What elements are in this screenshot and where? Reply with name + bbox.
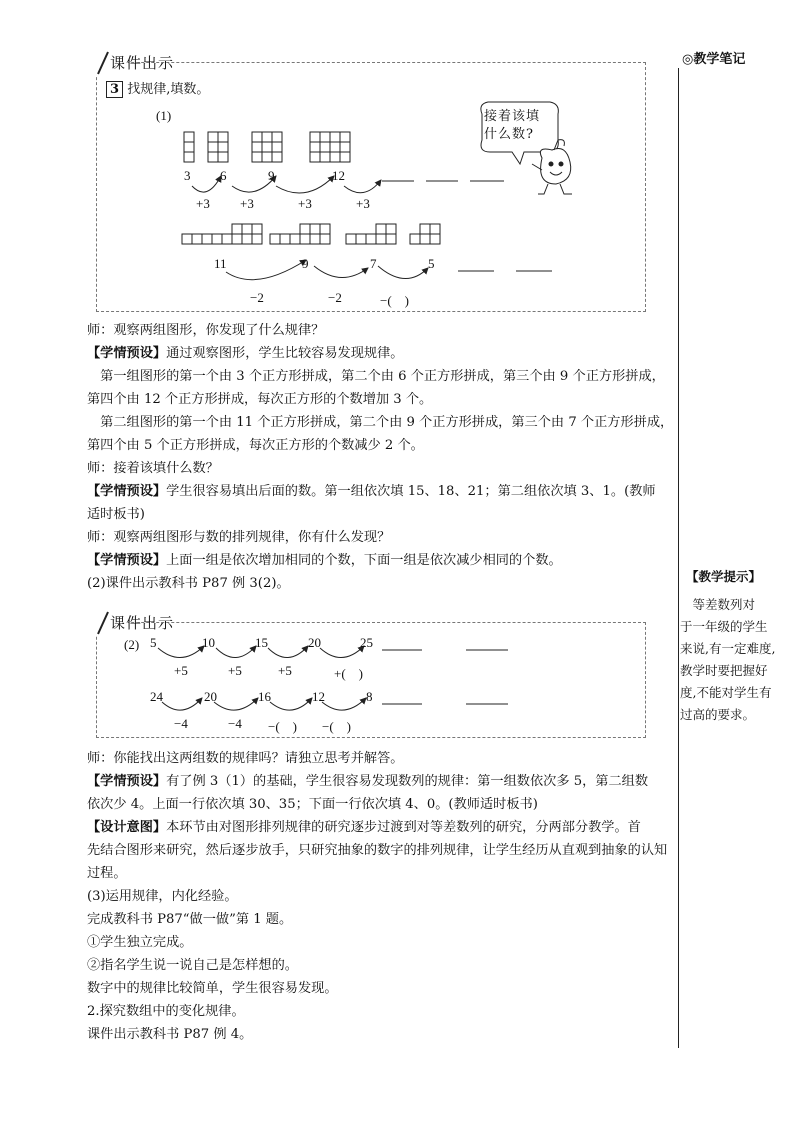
square [208, 142, 218, 152]
square [242, 224, 252, 234]
tip-line: 教学时要把握好 [680, 663, 768, 678]
part-2-label: (2) [124, 637, 140, 652]
box2-tag: 课件出示 [110, 614, 175, 632]
square [386, 224, 396, 234]
seq-operation: −( ) [268, 719, 297, 734]
tip-text [678, 594, 794, 726]
tip-line: 于一年级的学生 [680, 619, 768, 634]
square [356, 234, 366, 244]
seq-operation: +3 [240, 196, 254, 211]
body-text-line: 第一组图形的第一个由 3 个正方形拼成，第二个由 6 个正方形拼成，第三个由 9 个正方形拼成， [87, 369, 665, 384]
square [340, 152, 350, 162]
label-body: 有了例 3（1）的基础，学生很容易发现数列的规律：第一组数依次多 5，第二组数 [166, 774, 649, 789]
label-学情预设: 【学情预设】 [87, 346, 167, 361]
label-学情预设: 【学情预设】 [87, 553, 167, 568]
tip-line: 度,不能对学生有 [680, 685, 772, 700]
square [376, 234, 386, 244]
square [252, 234, 262, 244]
square [320, 152, 330, 162]
body-text-line: (3)运用规律，内化经验。 [87, 889, 238, 904]
seq-number: 20 [308, 635, 321, 650]
seq-number: 10 [202, 635, 215, 650]
seq-number: 24 [150, 689, 163, 704]
square [252, 224, 262, 234]
square [410, 234, 420, 244]
square [218, 152, 228, 162]
seq-number: 16 [258, 689, 271, 704]
label-body: 本环节由对图形排列规律的研究逐步过渡到对等差数列的研究，分两部分教学。首 [166, 820, 641, 835]
tip-line: 过高的要求。 [680, 707, 756, 722]
square [320, 234, 330, 244]
seq-number: 5 [150, 635, 157, 650]
square [330, 152, 340, 162]
part-1-label: (1) [156, 108, 172, 123]
body-text-line: 第二组图形的第一个由 11 个正方形拼成，第二个由 9 个正方形拼成，第三个由 7 个正方形拼成， [87, 415, 674, 430]
seq-number: 11 [214, 256, 227, 271]
speech-bubble-text: 接着该填 什么数? [484, 109, 541, 142]
square [290, 234, 300, 244]
seq-number: 7 [370, 256, 377, 271]
square [218, 132, 228, 142]
square [252, 132, 262, 142]
seq-operation: −2 [328, 290, 342, 305]
square [270, 234, 280, 244]
body-text-line: 第四个由 5 个正方形拼成，每次正方形的个数减少 2 个。 [87, 438, 424, 453]
square [184, 142, 194, 152]
seq-operation: −4 [228, 716, 242, 731]
body-text-line: 先结合图形来研究，然后逐步放手，只研究抽象的数字的排列规律，让学生经历从直观到抽象的认知 [87, 843, 668, 858]
seq-number: 9 [268, 168, 275, 183]
seq-number: 25 [360, 635, 373, 650]
square [376, 224, 386, 234]
square [184, 132, 194, 142]
body-text-line [87, 771, 672, 793]
square [184, 152, 194, 162]
seq-operation: −( ) [380, 293, 409, 308]
seq-operation: +3 [196, 196, 210, 211]
square [242, 234, 252, 244]
tip-title: 【教学提示】 [686, 569, 762, 584]
square [202, 234, 212, 244]
tip-line: 来说,有一定难度, [680, 641, 776, 656]
seq-operation: +5 [174, 663, 188, 678]
square [300, 234, 310, 244]
body-text-line: 数字中的规律比较简单，学生很容易发现。 [87, 981, 338, 996]
square [330, 132, 340, 142]
square [310, 152, 320, 162]
square [320, 132, 330, 142]
square [340, 132, 350, 142]
square [430, 224, 440, 234]
example-number: 3 [106, 81, 123, 98]
label-body: 上面一组是依次增加相同的个数，下面一组是依次减少相同的个数。 [166, 553, 562, 568]
body-text-line: 适时板书) [87, 507, 145, 522]
body-text-line: 第四个由 12 个正方形拼成，每次正方形的个数增加 3 个。 [87, 392, 433, 407]
square [222, 234, 232, 244]
label-body: 通过观察图形，学生比较容易发现规律。 [166, 346, 404, 361]
body-text-line [87, 343, 672, 365]
square [272, 142, 282, 152]
square [208, 132, 218, 142]
square [232, 234, 242, 244]
square [272, 132, 282, 142]
example-text: 找规律,填数。 [127, 82, 210, 97]
body-text-line: ①学生独立完成。 [87, 935, 193, 950]
square [272, 152, 282, 162]
square [262, 142, 272, 152]
square [232, 224, 242, 234]
label-学情预设: 【学情预设】 [87, 484, 167, 499]
square [320, 224, 330, 234]
square [310, 234, 320, 244]
body-text-line: 师：接着该填什么数？ [87, 461, 219, 476]
body-text-line: ②指名学生说一说自己是怎样想的。 [87, 958, 298, 973]
square [212, 234, 222, 244]
body-text-line [87, 550, 672, 572]
square [420, 224, 430, 234]
seq-number: 12 [312, 689, 325, 704]
pattern-figure-1 [96, 62, 644, 310]
square [262, 152, 272, 162]
square [320, 142, 330, 152]
seq-operation: +( ) [334, 666, 363, 681]
square [330, 142, 340, 152]
seq-operation: +5 [278, 663, 292, 678]
body-text-line: 师：观察两组图形，你发现了什么规律？ [87, 323, 325, 338]
square [218, 142, 228, 152]
seq-number: 3 [184, 168, 191, 183]
box1-tag: 课件出示 [110, 54, 175, 72]
seq-number: 15 [255, 635, 268, 650]
square [182, 234, 192, 244]
square [420, 234, 430, 244]
body-text-line: 依次少 4。上面一行依次填 30、35；下面一行依次填 4、0。(教师适时板书) [87, 797, 538, 812]
body-text-line: (2)课件出示教科书 P87 例 3(2)。 [87, 576, 290, 591]
body-text-line: 过程。 [87, 866, 127, 881]
body-text-line [87, 481, 672, 503]
label-设计意图: 【设计意图】 [87, 820, 167, 835]
seq-operation: −2 [250, 290, 264, 305]
seq-operation: −( ) [322, 719, 351, 734]
seq-number: 8 [366, 689, 373, 704]
square [252, 142, 262, 152]
square [310, 224, 320, 234]
seq-operation: +3 [356, 196, 370, 211]
square [386, 234, 396, 244]
seq-operation: +3 [298, 196, 312, 211]
square [430, 234, 440, 244]
seq-operation: +5 [228, 663, 242, 678]
seq-operation: −4 [174, 716, 188, 731]
seq-number: 9 [302, 256, 309, 271]
body-text-line [87, 817, 672, 839]
square [340, 142, 350, 152]
body-text-line: 师：观察两组图形与数的排列规律，你有什么发现？ [87, 530, 391, 545]
square [310, 132, 320, 142]
square [280, 234, 290, 244]
square [252, 152, 262, 162]
seq-number: 5 [428, 256, 435, 271]
notes-divider [678, 68, 679, 1048]
square [310, 142, 320, 152]
body-text-line: 2.探究数组中的变化规律。 [87, 1004, 245, 1019]
seq-number: 6 [220, 168, 227, 183]
body-text-line: 课件出示教科书 P87 例 4。 [87, 1027, 253, 1042]
square [346, 234, 356, 244]
square [192, 234, 202, 244]
label-学情预设: 【学情预设】 [87, 774, 167, 789]
label-body: 学生很容易填出后面的数。第一组依次填 15、18、21；第二组依次填 3、1。(教师 [166, 484, 656, 499]
seq-number: 20 [204, 689, 217, 704]
tip-box [678, 566, 794, 726]
square [262, 132, 272, 142]
notes-heading: ◎教学笔记 [682, 52, 746, 67]
body-text-line: 完成教科书 P87“做一做”第 1 题。 [87, 912, 293, 927]
tip-line: 等差数列对 [680, 597, 756, 612]
square [300, 224, 310, 234]
square [366, 234, 376, 244]
seq-number: 12 [332, 168, 345, 183]
square [208, 152, 218, 162]
body-text-line: 师：你能找出这两组数的规律吗？请独立思考并解答。 [87, 751, 404, 766]
